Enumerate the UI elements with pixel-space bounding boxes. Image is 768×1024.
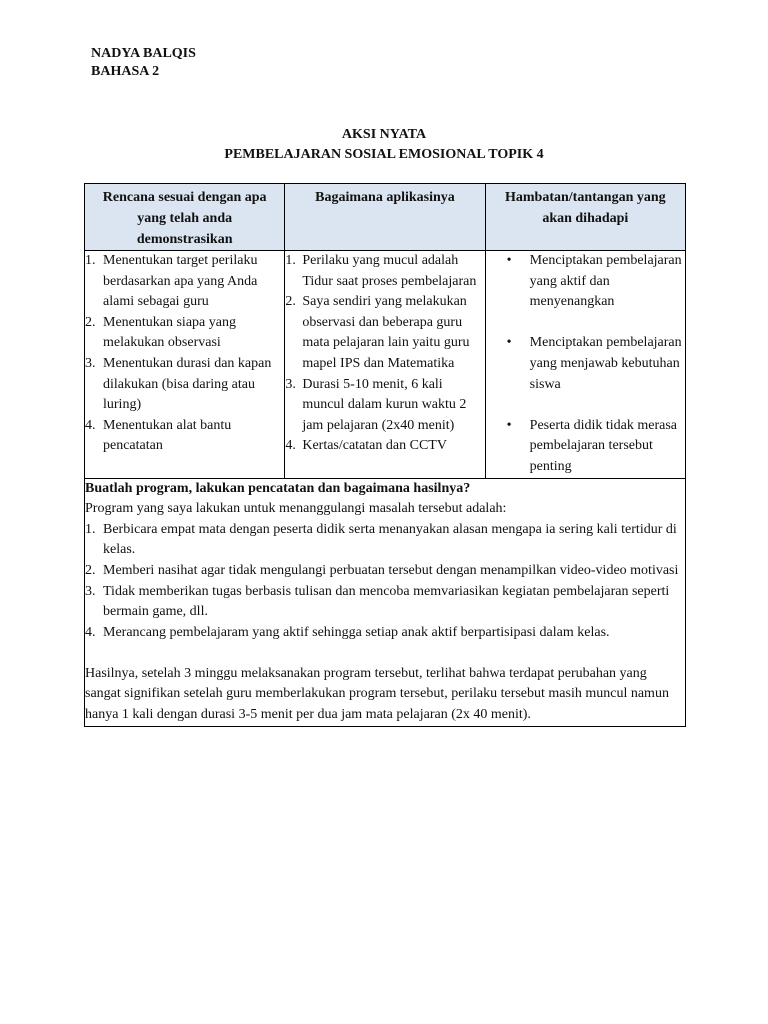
document-title [0,125,768,165]
hambatan-cell [485,251,685,479]
bullet-icon: • [506,417,512,433]
hambatan-list [486,251,685,478]
program-list [85,520,685,644]
author-name: NADYA BALQIS [91,46,196,61]
header-aplikasi: Bagaimana aplikasinya [285,184,485,251]
list-item: 3. Durasi 5-10 menit, 6 kali muncul dalam kurun waktu 2 jam pelajaran (2x40 menit) [285,376,467,433]
table-content-row [85,251,686,479]
title-line-1: AKSI NYATA [341,127,427,142]
rencana-list [85,251,284,457]
list-item: • Peserta didik tidak merasa pembelajaran tersebut penting [506,417,677,474]
list-item: 2. Saya sendiri yang melakukan observasi dan beberapa guru mata pelajaran lain yaitu guru mapel IPS dan Matematika [285,294,470,371]
author-subject: BAHASA 2 [91,64,160,79]
list-item: 2. Memberi nasihat agar tidak mengulangi perbuatan tersebut dengan menampilkan video-video motivasi [85,562,679,578]
list-item: • Menciptakan pembelajaran yang aktif dan menyenangkan [506,253,682,310]
list-item: 1. Perilaku yang mucul adalah Tidur saat proses pembelajaran [285,253,477,289]
list-item: 4. Merancang pembelajaram yang aktif sehingga setiap anak aktif berpartisipasi dalam kelas. [85,624,610,640]
program-result: Hasilnya, setelah 3 minggu melaksanakan program tersebut, terlihat bahwa terdapat perubahan yang sangat signifikan setelah guru memberlakukan program tersebut, perilaku tersebut masih muncul namun hanya 1 kali dengan durasi 3-5 menit per dua jam mata pelajaran (2x 40 menit). [85,665,669,723]
header-rencana: Rencana sesuai dengan apa yang telah anda demonstrasikan [85,184,285,251]
aplikasi-list [285,251,484,457]
list-item: 1. Berbicara empat mata dengan peserta didik serta menanyakan alasan mengapa ia sering kali tertidur di kelas. [85,521,677,558]
action-plan-table [84,183,686,727]
program-question: Buatlah program, lakukan pencatatan dan bagaimana hasilnya? [85,480,471,496]
list-item: 4. Menentukan alat bantu pencatatan [85,417,232,454]
list-item: 3. Menentukan durasi dan kapan dilakukan (bisa daring atau luring) [85,355,272,413]
program-cell [85,478,686,726]
list-item: 3. Tidak memberikan tugas berbasis tulisan dan mencoba memvariasikan kegiatan pembelajaran seperti bermain game, dll. [85,583,670,620]
author-header [91,45,196,81]
rencana-cell [85,251,285,479]
aplikasi-cell [285,251,485,479]
table-header-row [85,184,686,251]
list-item: 1. Menentukan target perilaku berdasarkan apa yang Anda alami sebagai guru [85,253,258,310]
bullet-icon: • [506,253,512,268]
program-intro: Program yang saya lakukan untuk menanggulangi masalah tersebut adalah: [85,501,507,517]
program-row [85,478,686,726]
list-item: 2. Menentukan siapa yang melakukan observasi [85,314,236,351]
list-item: 4. Kertas/catatan dan CCTV [285,438,447,454]
header-hambatan: Hambatan/tantangan yang akan dihadapi [485,184,685,251]
list-item: • Menciptakan pembelajaran yang menjawab kebutuhan siswa [506,335,682,392]
title-line-2: PEMBELAJARAN SOSIAL EMOSIONAL TOPIK 4 [224,147,544,162]
bullet-icon: • [506,335,512,351]
